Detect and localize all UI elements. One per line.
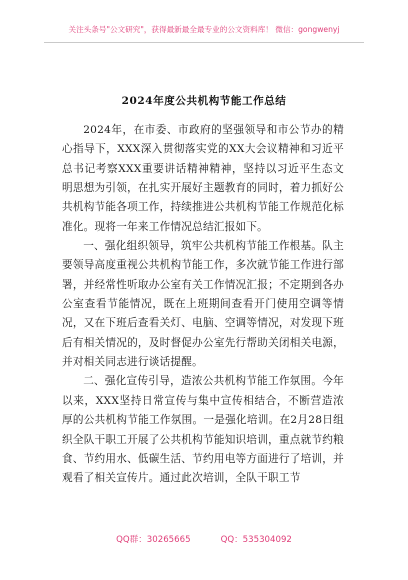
header-divider bbox=[44, 42, 364, 43]
document-title: 2024年度公共机构节能工作总结 bbox=[121, 95, 287, 107]
footer-qq-group: QQ群：30265665 bbox=[116, 535, 191, 545]
footer-contact bbox=[0, 533, 408, 545]
header-notice: 关注头条号"公文研究"，获得最新最全最专业的公文资料库！ 微信：gongwenyj bbox=[68, 25, 340, 34]
document-body bbox=[62, 121, 344, 489]
paragraph-intro: 2024年，在市委、市政府的坚强领导和市公节办的精心指导下，XXX深入贯彻落实党的XX大会议精神和习近平总书记考察XXX重要讲话精神精神，坚持以习近平生态文明思想为引领，在扎实开展好主题教育的同时，着力抓好公共机构节能各项工作，持续推进公共机构节能工作规范化标准化。现将一年来工作情况总结汇报如下。 bbox=[62, 124, 344, 233]
paragraph-section-1: 一、强化组织领导，筑牢公共机构节能工作根基。队主要领导高度重视公共机构节能工作，多次就节能工作进行部署，并经常性听取办公室有关工作情况汇报；不定期到各办公室查看节能情况，既在上班期间查看开门使用空调等情况，又在下班后查看关灯、电脑、空调等情况，对发现下班后有相关情况的，及时督促办公室先行帮助关闭相关电源，并对相关同志进行谈话提醒。 bbox=[62, 240, 344, 369]
paragraph-section-2: 二、强化宣传引导，造浓公共机构节能工作氛围。今年以来，XXX坚持日常宣传与集中宣传相结合，不断营造浓厚的公共机构节能工作氛围。一是强化培训。在2月28日组织全队干职工开展了公共机构节能知识培训，重点就节约粮食、节约用水、低碳生活、节约用电等方面进行了培训，并观看了相关宣传片。通过此次培训，全队干职工节 bbox=[62, 375, 344, 485]
footer-qq-number: QQ：535304092 bbox=[220, 535, 292, 545]
